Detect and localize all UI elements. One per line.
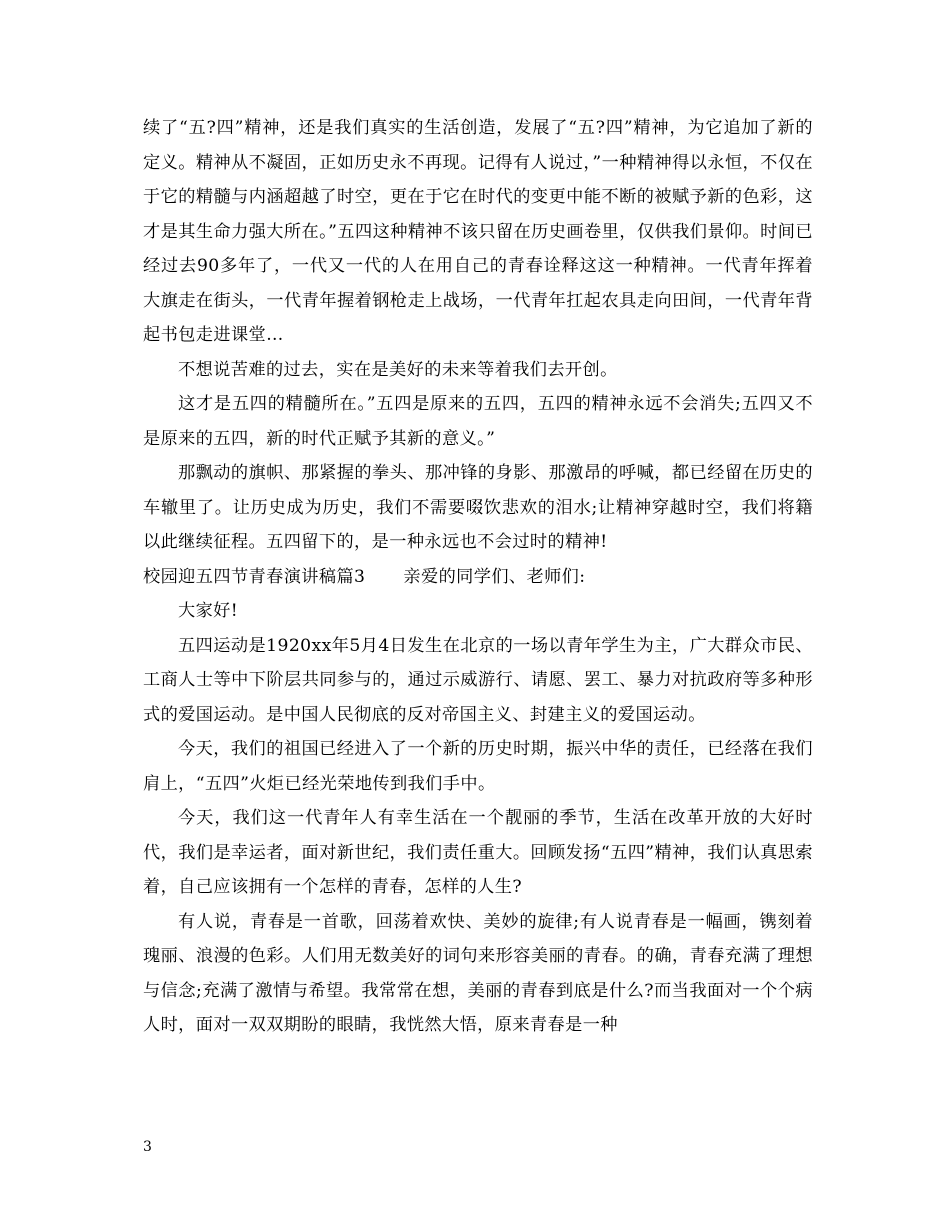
salutation: 亲爱的同学们、老师们: <box>403 566 586 587</box>
document-body <box>143 111 813 1043</box>
page-number: 3 <box>143 1139 152 1155</box>
paragraph-5: 大家好! <box>178 601 239 621</box>
paragraph-1: 续了“五?四”精神，还是我们真实的生活创造，发展了“五?四”精神，为它追加了新的定义。精神从不凝固，正如历史永不再现。记得有人说过，”一种精神得以永恒，不仅在于它的精髓与内涵超越了时空，更在于它在时代的变更中能不断的被赋予新的色彩，这才是其生命力强大所在。”五四这种精神不该只留在历史画卷里，仅供我们景仰。时间已经过去90多年了，一代又一代的人在用自己的青春诠释这这一种精神。一代青年挥着大旗走在街头，一代青年握着钢枪走上战场，一代青年扛起农具走向田间，一代青年背起书包走进课堂… <box>143 118 813 345</box>
paragraph-9: 有人说，青春是一首歌，回荡着欢快、美妙的旋律;有人说青春是一幅画，镌刻着瑰丽、浪漫的色彩。人们用无数美好的词句来形容美丽的青春。的确，青春充满了理想与信念;充满了激情与希望。我常常在想，美丽的青春到底是什么?而当我面对一个个病人时，面对一双双期盼的眼睛，我恍然大悟，原来青春是一种 <box>143 911 813 1035</box>
paragraph-2: 不想说苦难的过去，实在是美好的未来等着我们去开创。 <box>178 359 618 380</box>
section-heading-line <box>143 560 813 595</box>
paragraph-6: 五四运动是1920xx年5月4日发生在北京的一场以青年学生为主，广大群众市民、工商人士等中下阶层共同参与的，通过示威游行、请愿、罢工、暴力对抗政府等多种形式的爱国运动。是中国人民彻底的反对帝国主义、封建主义的爱国运动。 <box>143 635 813 725</box>
paragraph-7: 今天，我们的祖国已经进入了一个新的历史时期，振兴中华的责任，已经落在我们肩上，“五四”火炬已经光荣地传到我们手中。 <box>143 739 813 794</box>
paragraph-8: 今天，我们这一代青年人有幸生活在一个靓丽的季节，生活在改革开放的大好时代，我们是幸运者，面对新世纪，我们责任重大。回顾发扬“五四”精神，我们认真思索着，自己应该拥有一个怎样的青春，怎样的人生? <box>143 808 813 897</box>
paragraph-4: 那飘动的旗帜、那紧握的拳头、那冲锋的身影、那激昂的呼喊，都已经留在历史的车辙里了。让历史成为历史，我们不需要啜饮悲欢的泪水;让精神穿越时空，我们将籍以此继续征程。五四留下的，是一种永远也不会过时的精神! <box>143 463 813 552</box>
paragraph-3: 这才是五四的精髓所在。”五四是原来的五四，五四的精神永远不会消失;五四又不是原来的五四，新的时代正赋予其新的意义。” <box>143 394 813 449</box>
section-title: 校园迎五四节青春演讲稿篇3 <box>143 566 366 587</box>
